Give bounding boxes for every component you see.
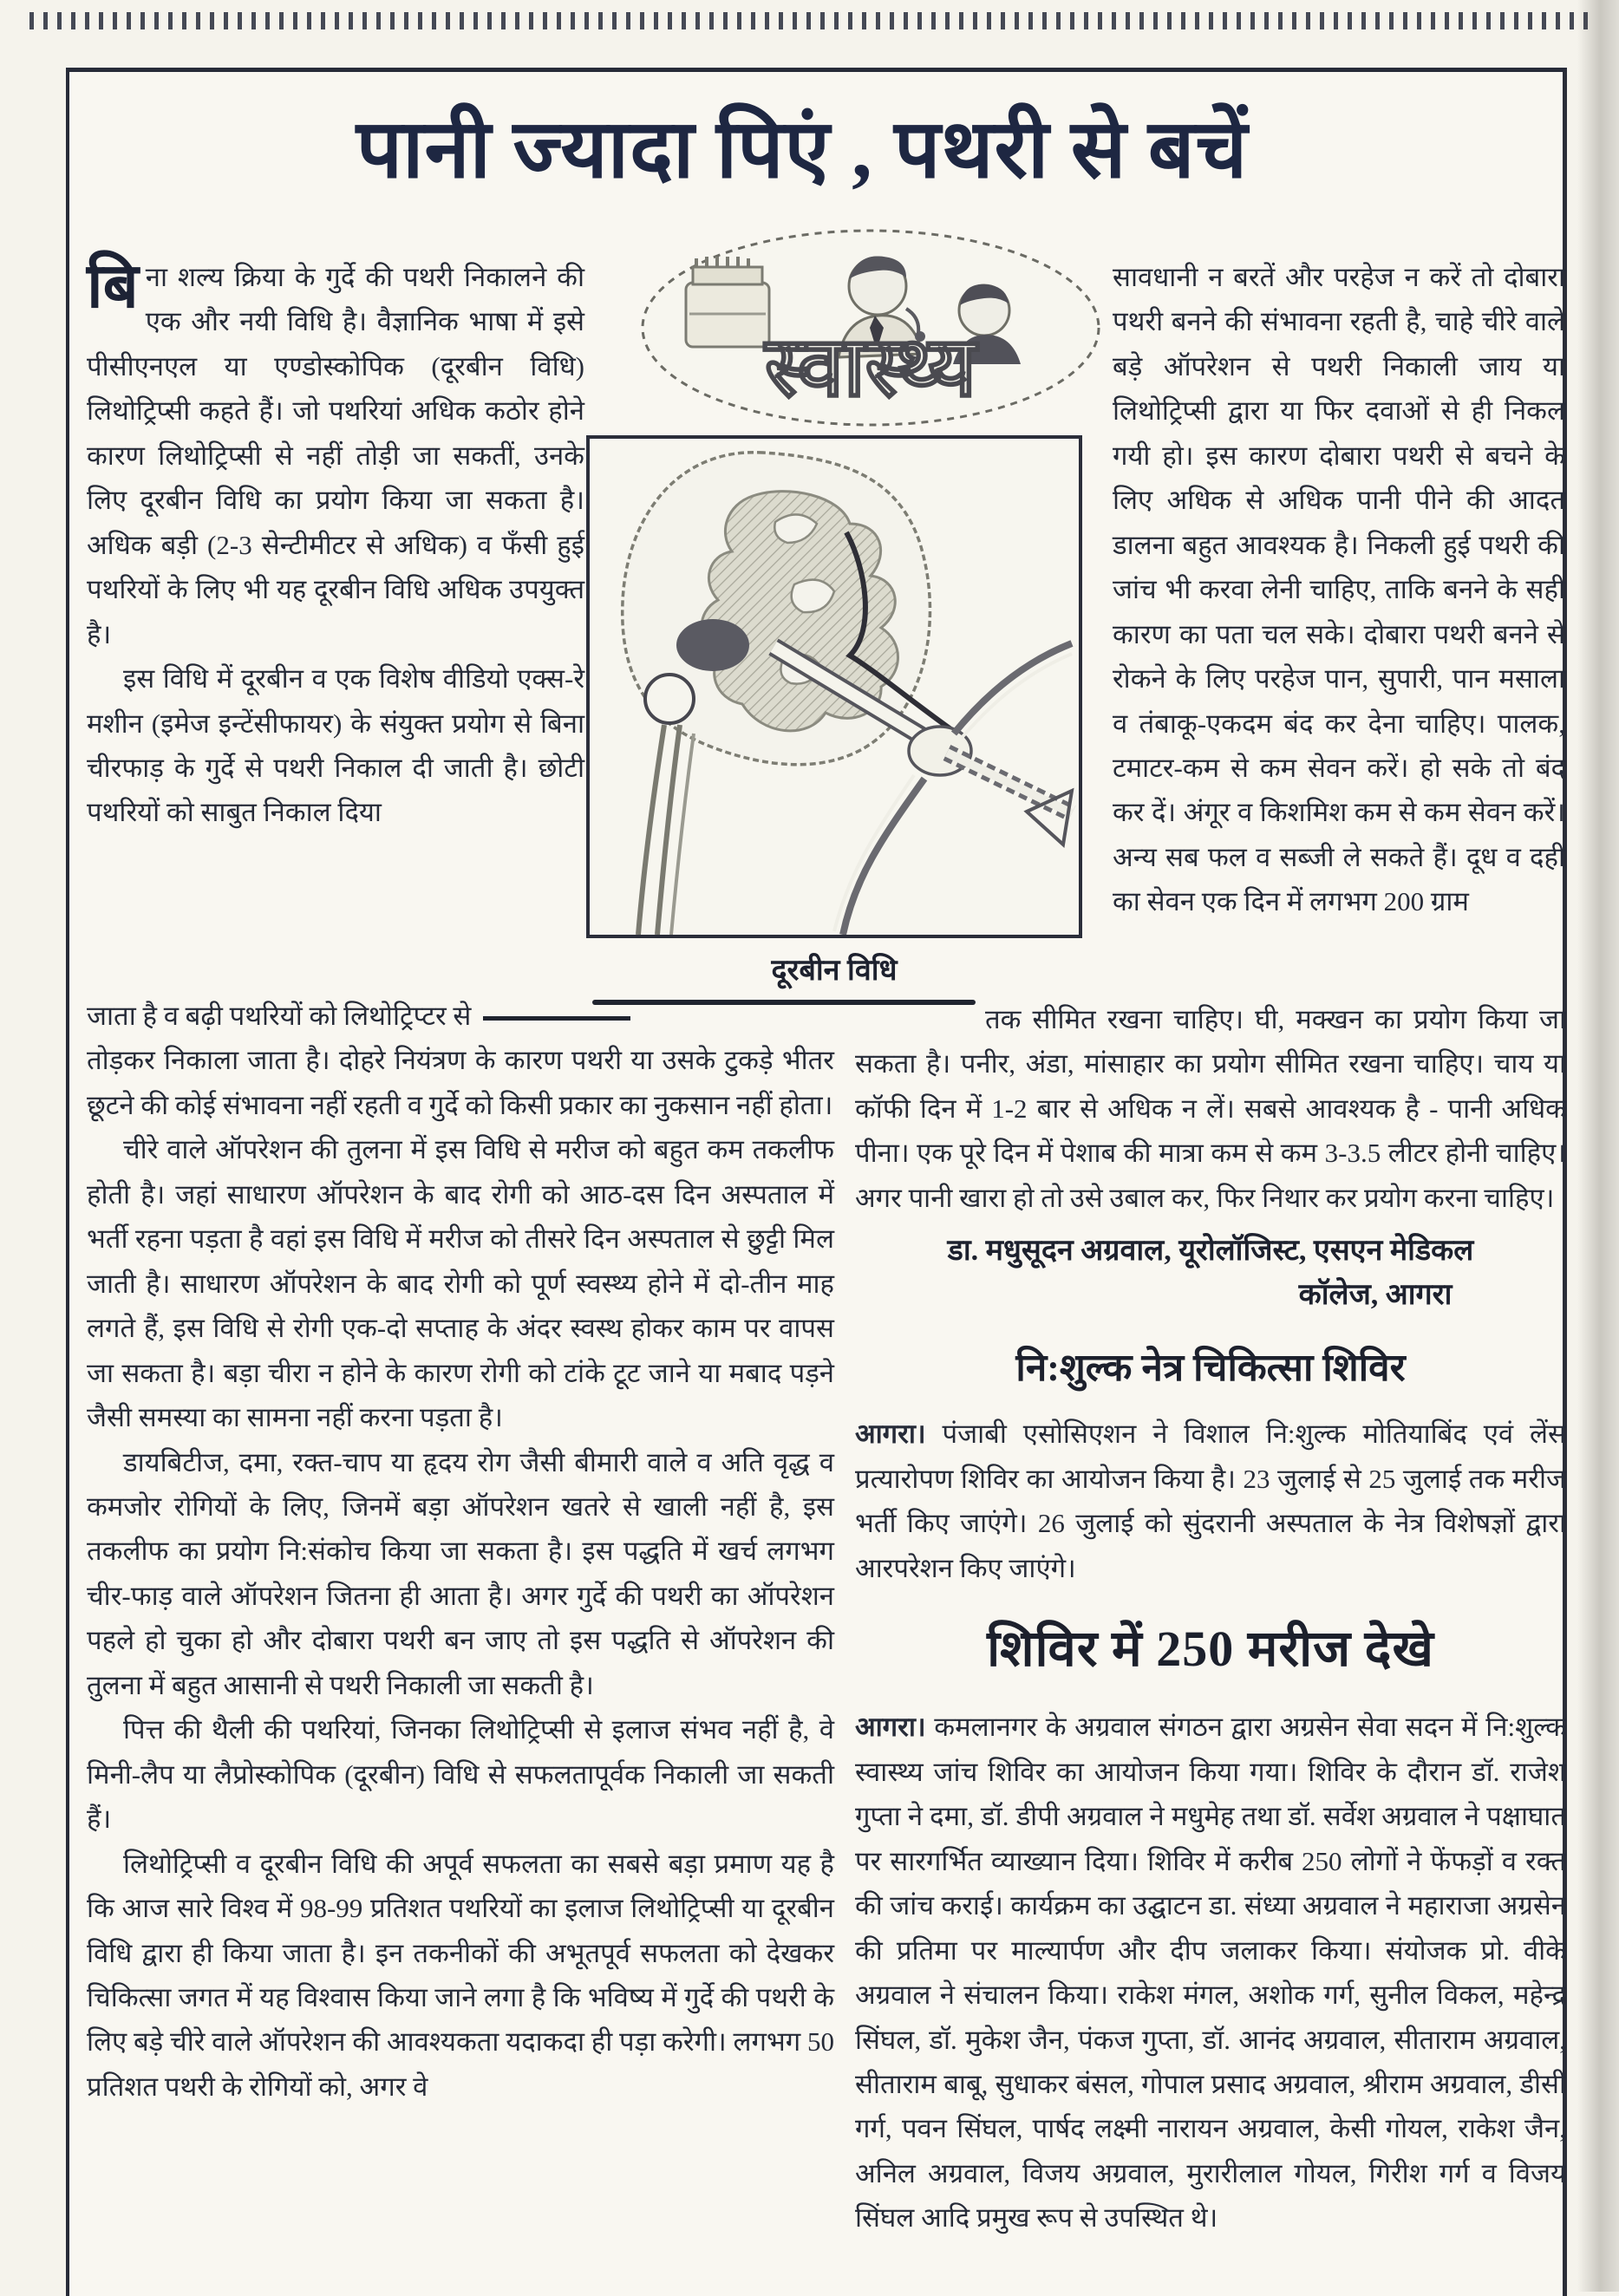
paragraph-2-continuation-line [87, 994, 834, 1038]
paragraph-6: लिथोट्रिप्सी व दूरबीन विधि की अपूर्व सफलता का सबसे बड़ा प्रमाण यह है कि आज सारे विश्व में 98-99 प्रतिशत पथरियों का इलाज लिथोट्रिप्सी या दूरबीन विधि द्वारा ही किया जाता है। इन तकनीकों की अभूतपूर्व सफलता को देखकर चिकित्सा जगत में यह विश्वास किया जाने लगा है कि भविष्य में गुर्दे की पथरी के लिए बड़े चीरे वाले ऑपरेशन की आवश्यकता यदाकदा ही पड़ा करेगी। लगभग 50 प्रतिशत पथरी के रोगियों को, अगर वे [87, 1848, 834, 2102]
health-section-logo [636, 225, 1106, 435]
right-column-top [1113, 255, 1565, 924]
health-logo-illustration [636, 225, 1106, 435]
page-edge-shadow [1577, 0, 1619, 2292]
health-camp-paragraph [855, 1705, 1566, 2240]
dotted-top-border [29, 12, 1590, 29]
health-camp-headline: शिविर में 250 मरीज देखे [987, 1621, 1434, 1678]
health-camp-body: कमलानगर के अग्रवाल संगठन द्वारा अग्रसेन सेवा सदन में नि:शुल्क स्वास्थ्य जांच शिविर का आयोजन किया गया। शिविर के दौरान डॉ. राजेश गुप्ता ने दमा, डॉ. डीपी अग्रवाल ने मधुमेह तथा डॉ. सर्वेश अग्रवाल ने पक्षाघात पर सारगर्भित व्याख्यान दिया। शिविर में करीब 250 लोगों ने फेंफड़ों व रक्त की जांच कराई। कार्यक्रम का उद्घाटन डा. संध्या अग्रवाल ने महाराजा अग्रसेन की प्रतिमा पर माल्यार्पण और दीप जलाकर किया। संयोजक प्रो. वीके अग्रवाल ने संचालन किया। राकेश मंगल, अशोक गर्ग, सुनील विकल, महेन्द्र सिंघल, डॉ. मुकेश जैन, पंकज गुप्ता, डॉ. आनंद अग्रवाल, सीताराम अग्रवाल, सीताराम बाबू, सुधाकर बंसल, गोपाल प्रसाद अग्रवाल, श्रीराम अग्रवाल, डीसी गर्ग, पवन सिंघल, पार्षद लक्ष्मी नारायन अग्रवाल, केसी गोयल, राकेश जैन, अनिल अग्रवाल, विजय अग्रवाल, मुरारीलाल गोयल, गिरीश गर्ग व विजय सिंघल आदि प्रमुख रूप से उपस्थित थे। [855, 1712, 1566, 2234]
eye-camp-body: पंजाबी एसोसिएशन ने विशाल नि:शुल्क मोतियाबिंद एवं लेंस प्रत्यारोपण शिविर का आयोजन किया है। 23 जुलाई से 25 जुलाई तक मरीज भर्ती किए जाएंगे। 26 जुलाई को सुंदरानी अस्पताल के नेत्र विशेषज्ञों द्वारा आरपरेशन किए जाएंगे। [855, 1419, 1566, 1583]
author-byline [855, 1229, 1566, 1317]
paragraph-5: पित्त की थैली की पथरियां, जिनका लिथोट्रिप्सी से इलाज संभव नहीं है, वे मिनी-लैप या लैप्रोस्कोपिक (दूरबीन) विधि से सफलतापूर्वक निकाली जा सकती हैं। [87, 1714, 834, 1835]
inline-divider-rule [483, 1016, 630, 1021]
kidney-diagram-frame [586, 435, 1082, 938]
byline-line-2: कॉलेज, आगरा [1298, 1279, 1453, 1312]
paragraph-4: डायबिटीज, दमा, रक्त-चाप या हृदय रोग जैसी बीमारी वाले व अति वृद्ध व कमजोर रोगियों के लिए, जिनमें बड़ा ऑपरेशन खतरे से खाली नहीं है, इस तकलीफ का प्रयोग नि:संकोच किया जा सकता है। इस पद्धति में खर्च लगभग चीर-फाड़ वाले ऑपरेशन जितना ही आता है। अगर गुर्दे की पथरी का ऑपरेशन पहले हो चुका हो और दोबारा पथरी बन जाए तो इस पद्धति से ऑपरेशन की तुलना में बहुत आसानी से पथरी निकाली जा सकती है। [87, 1446, 834, 1700]
kidney-stone [676, 619, 749, 671]
kidney-diagram-illustration [590, 439, 1079, 935]
right-column-bottom [855, 997, 1566, 2241]
left-column-top [87, 251, 584, 835]
byline-line-1: डा. मधुसूदन अग्रवाल, यूरोलॉजिस्ट, एसएन मेडिकल [947, 1235, 1474, 1268]
drop-cap: बि [87, 251, 139, 321]
right-paragraph-2-rest: प्रयोग किया जा सकता है। पनीर, अंडा, मांसाहार का प्रयोग सीमित रखना चाहिए। चाय या कॉफी दिन में 1-2 बार से अधिक न लें। सबसे आवश्यक है - पानी अधिक पीना। एक पूरे दिन में पेशाब की मात्रा कम से कम 3-3.5 लीटर होनी चाहिए। अगर पानी खारा हो तो उसे उबाल कर, फिर निथार कर प्रयोग करना चाहिए। [855, 1004, 1566, 1213]
right-paragraph-2-firstline: तक सीमित रखना चाहिए। घी, मक्खन का [985, 1004, 1413, 1034]
article-headline: पानी ज्यादा पिएं , पथरी से बचें [356, 105, 1249, 195]
paragraph-1 [87, 251, 584, 656]
image-caption: दूरबीन विधि [771, 955, 898, 987]
left-column-bottom [87, 994, 834, 2109]
right-paragraph-1: सावधानी न बरतें और परहेज न करें तो दोबारा पथरी बनने की संभावना रहती है, चाहे चीरे वाले बड़े ऑपरेशन से पथरी निकाली जाय या लिथोट्रिप्सी द्वारा या फिर दवाओं से ही निकल गयी हो। इस कारण दोबारा पथरी से बचने के लिए अधिक से अधिक पानी पीने की आदत डालना बहुत आवश्यक है। निकली हुई पथरी की जांच भी करवा लेनी चाहिए, ताकि बनने के सही कारण का पता चल सके। दोबारा पथरी बनने से रोकने के लिए परहेज पान, सुपारी, पान मसाला व तंबाकू-एकदम बंद कर देना चाहिए। पालक, टमाटर-कम से कम सेवन करें। हो सके तो बंद कर दें। अंगूर व किशमिश कम से कम सेवन करें। अन्य सब फल व सब्जी ले सकते हैं। दूध व दही का सेवन एक दिन में लगभग 200 ग्राम [1113, 262, 1565, 917]
eye-camp-dateline: आगरा। [855, 1419, 943, 1450]
paragraph-2-continuation-firstline: जाता है व बढ़ी पथरियों को लिथोट्रिप्टर से [87, 1001, 472, 1031]
paragraph-2-continuation: तोड़कर निकाला जाता है। दोहरे नियंत्रण के कारण पथरी या उसके टुकड़े भीतर छूटने की कोई संभावना नहीं रहती व गुर्दे को किसी प्रकार का नुकसान नहीं होता। [87, 1045, 834, 1120]
paragraph-3: चीरे वाले ऑपरेशन की तुलना में इस विधि से मरीज को बहुत कम तकलीफ होती है। जहां साधारण ऑपरेशन के बाद रोगी को आठ-दस दिन अस्पताल में भर्ती रहना पड़ता है वहां इस विधि में मरीज को तीसरे दिन अस्पताल से छुट्टी मिल जाती है। साधारण ऑपरेशन के बाद रोगी को पूर्ण स्वस्थ्य होने में दो-तीन माह लगते हैं, इस विधि से रोगी एक-दो सप्ताह के अंदर स्वस्थ होकर काम पर वापस जा सकता है। बड़ा चीरा न होने के कारण रोगी को टांके टूट जाने या मबाद पड़ने जैसी समस्या का सामना नहीं करना पड़ता है। [87, 1134, 834, 1433]
right-paragraph-2 [855, 997, 1566, 1220]
eye-camp-headline: नि:शुल्क नेत्र चिकित्सा शिविर [1015, 1347, 1406, 1390]
paragraph-2: इस विधि में दूरबीन व एक विशेष वीडियो एक्स-रे मशीन (इमेज इन्टेंसीफायर) के संयुक्त प्रयोग से बिना चीरफाड़ के गुर्दे से पथरी निकाल दी जाती है। छोटी पथरियों को साबुत निकाल दिया [87, 663, 584, 828]
logo-title-text: स्वास्थ्य [765, 321, 976, 414]
eye-camp-paragraph [855, 1412, 1566, 1590]
paragraph-1-text: ना शल्य क्रिया के गुर्दे की पथरी निकालने की एक और नयी विधि है। वैज्ञानिक भाषा में इसे पीसीएनएल या एण्डोस्कोपिक (दूरबीन विधि) लिथोट्रिप्सी कहते हैं। जो पथरियां अधिक कठोर होने कारण लिथोट्रिप्सी से नहीं तोड़ी जा सकतीं, उनके लिए दूरबीन विधि का प्रयोग किया जा सकता है। अधिक बड़ी (2-3 सेन्टीमीटर से अधिक) व फँसी हुई पथरियों के लिए भी यह दूरबीन विधि अधिक उपयुक्त है। [87, 262, 584, 649]
health-camp-dateline: आगरा। [855, 1712, 935, 1743]
